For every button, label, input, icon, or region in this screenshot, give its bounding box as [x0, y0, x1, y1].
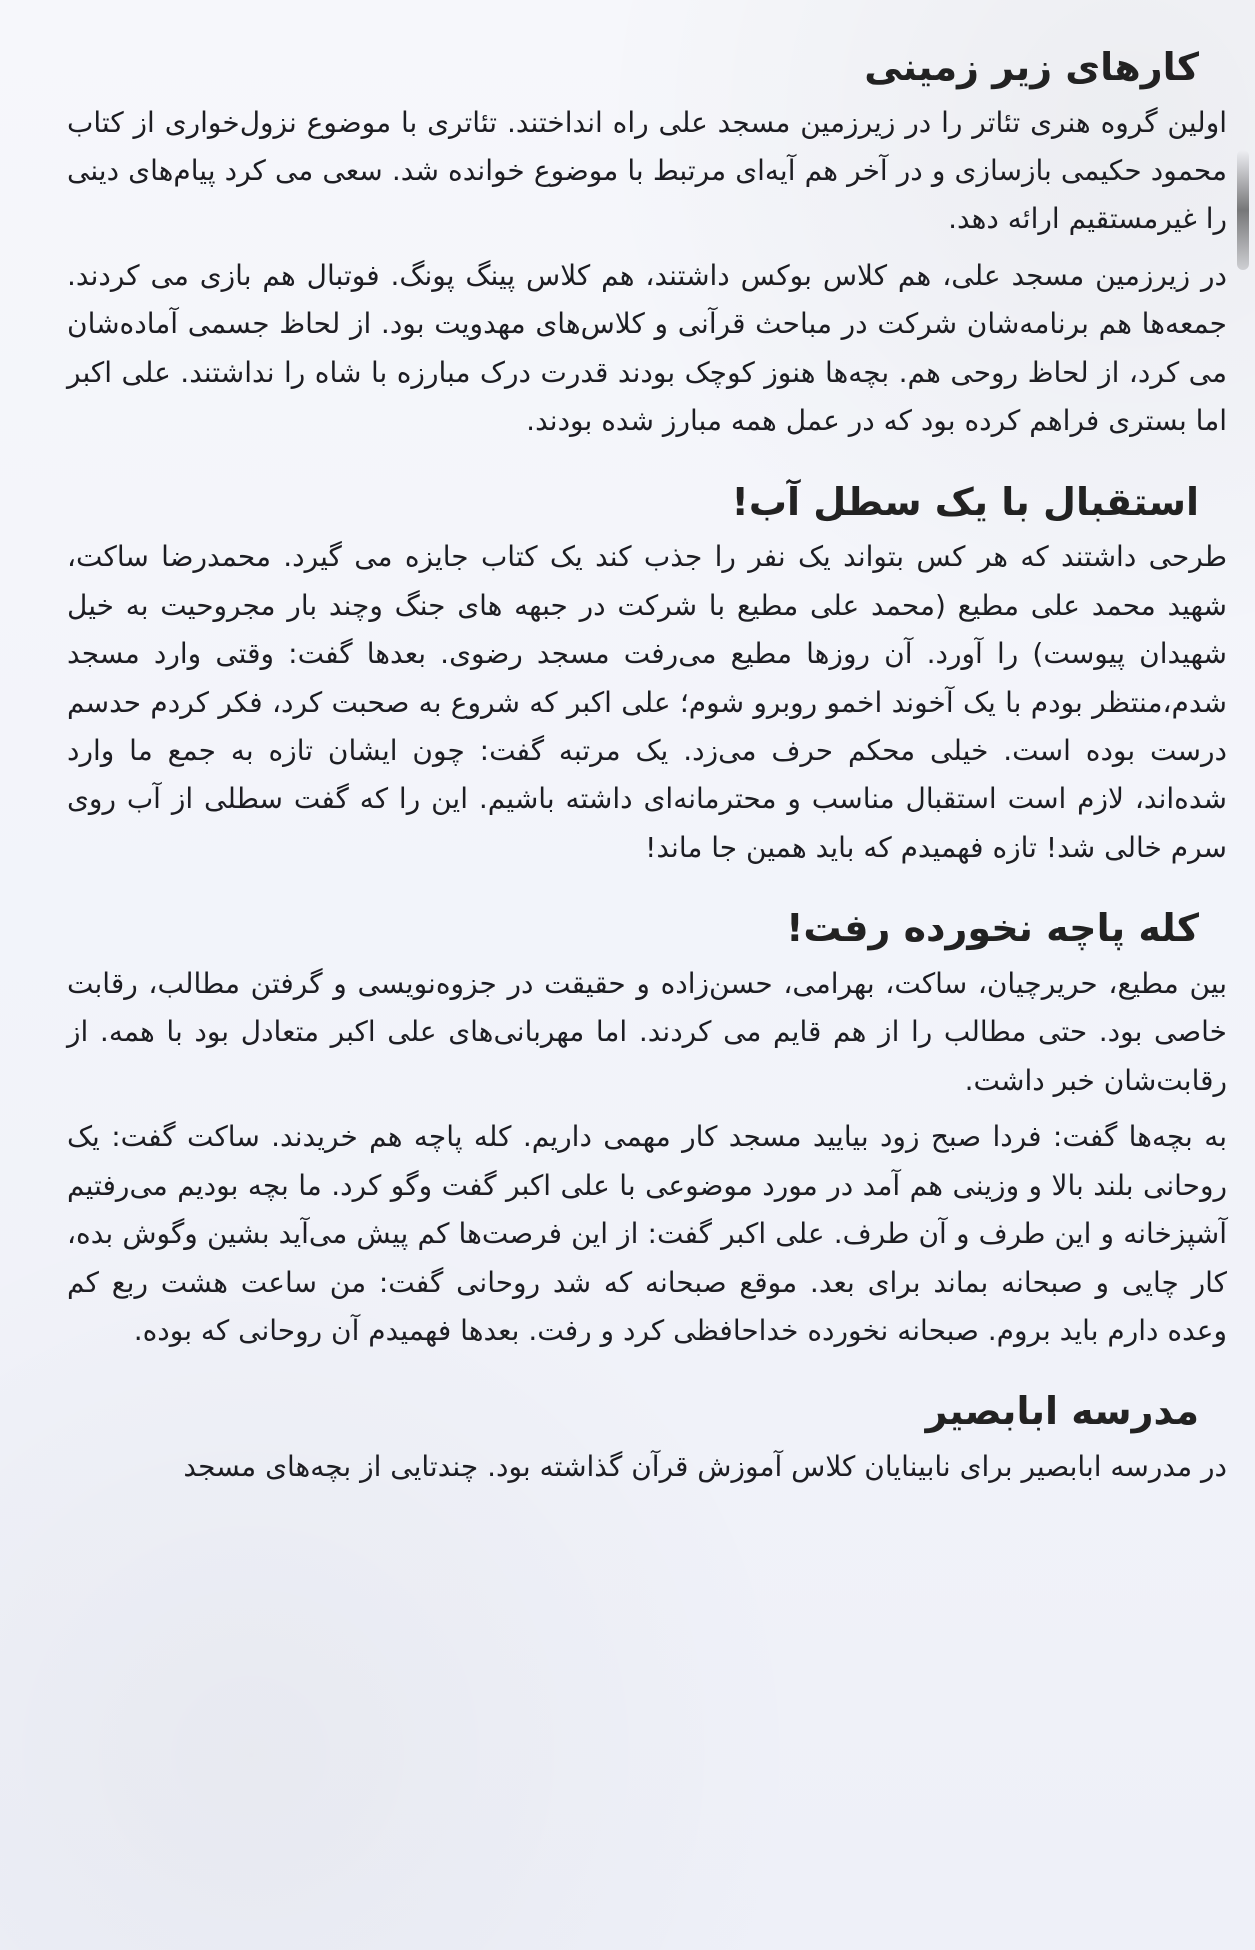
- section-paragraph: طرحی داشتند که هر کس بتواند یک نفر را جذب کند یک کتاب جایزه می گیرد. محمدرضا ساکت، شهید محمد علی مطیع (محمد علی مطیع با شرکت در جبهه های جنگ وچند بار مجروحیت به خیل شهیدان پیوست) را آورد. آن روزها مطیع می‌رفت مسجد رضوی. بعدها گفت: وقتی وارد مسجد شدم،منتظر بودم با یک آخوند اخمو روبرو شوم؛ علی اکبر که شروع به صحبت کرد، فکر کردم حدسم درست بوده است. خیلی محکم حرف می‌زد. یک مرتبه گفت: چون ایشان تازه به جمع ما وارد شده‌اند، لازم است استقبال مناسب و محترمانه‌ای داشته باشیم. این را که گفت سطلی از آب روی سرم خالی شد! تازه فهمیدم که باید همین جا ماند!: [67, 540, 1227, 864]
- section-paragraph: اولین گروه هنری تئاتر را در زیرزمین مسجد علی راه انداختند. تئاتری با موضوع نزول‌خواری از کتاب محمود حکیمی بازسازی و در آخر هم آیه‌ای مرتبط با موضوع خوانده شد. سعی می کرد پیام‌های دینی را غیرمستقیم ارائه دهد.: [67, 105, 1227, 236]
- section-paragraph: در زیرزمین مسجد علی، هم کلاس بوکس داشتند، هم کلاس پینگ پونگ. فوتبال هم بازی می کردند. جمعه‌ها هم برنامه‌شان شرکت در مباحث قرآنی و کلاس‌های مهدویت بود. از لحاظ جسمی آماده‌شان می کرد، از لحاظ روحی هم. بچه‌ها هنوز کوچک بودند قدرت درک مبارزه با شاه را نداشتند. علی اکبر اما بستری فراهم کرده بود که در عمل همه مبارز شده بودند.: [67, 258, 1227, 438]
- section-underground-work: [67, 45, 1227, 446]
- section-paragraph: بین مطیع، حریرچیان، ساکت، بهرامی، حسن‌زاده و حقیقت در جزوه‌نویسی و گرفتن مطالب، رقابت خاصی بود. حتی مطالب را از هم قایم می کردند. اما مهربانی‌های علی اکبر متعادل بود با همه. از رقابت‌شان خبر داشت.: [67, 966, 1227, 1097]
- document-content: [67, 45, 1227, 1509]
- section-title: کارهای زیر زمینی: [864, 45, 1199, 89]
- section-paragraph: در مدرسه ابابصیر برای نابینایان کلاس آموزش قرآن گذاشته بود. چندتایی از بچه‌های مسجد: [183, 1450, 1227, 1483]
- page-footer-space: [67, 1499, 1227, 1509]
- section-paragraph: به بچه‌ها گفت: فردا صبح زود بیایید مسجد کار مهمی داریم. کله پاچه هم خریدند. ساکت گفت: یک روحانی بلند بالا و وزینی هم آمد در مورد موضوعی با علی اکبر گفت وگو کرد. ما بچه بودیم می‌رفتیم آشپزخانه و این طرف و آن طرف. علی اکبر گفت: از این فرصت‌ها کم پیش می‌آید بشین وگوش بده، کار چایی و صبحانه بماند برای بعد. موقع صبحانه که شد روحانی گفت: من ساعت هشت ربع کم وعده دارم باید بروم. صبحانه نخورده خداحافظی کرد و رفت. بعدها فهمیدم آن روحانی که بوده.: [67, 1120, 1227, 1347]
- section-left-without-breakfast: [67, 906, 1227, 1355]
- section-ababasir-school: [67, 1389, 1227, 1491]
- section-title: استقبال با یک سطل آب!: [731, 479, 1199, 524]
- section-title: مدرسه ابابصیر: [925, 1389, 1199, 1434]
- page-edge-mark: [1237, 150, 1249, 270]
- section-title: کله پاچه نخورده رفت!: [786, 906, 1199, 951]
- section-water-bucket-welcome: [67, 480, 1227, 873]
